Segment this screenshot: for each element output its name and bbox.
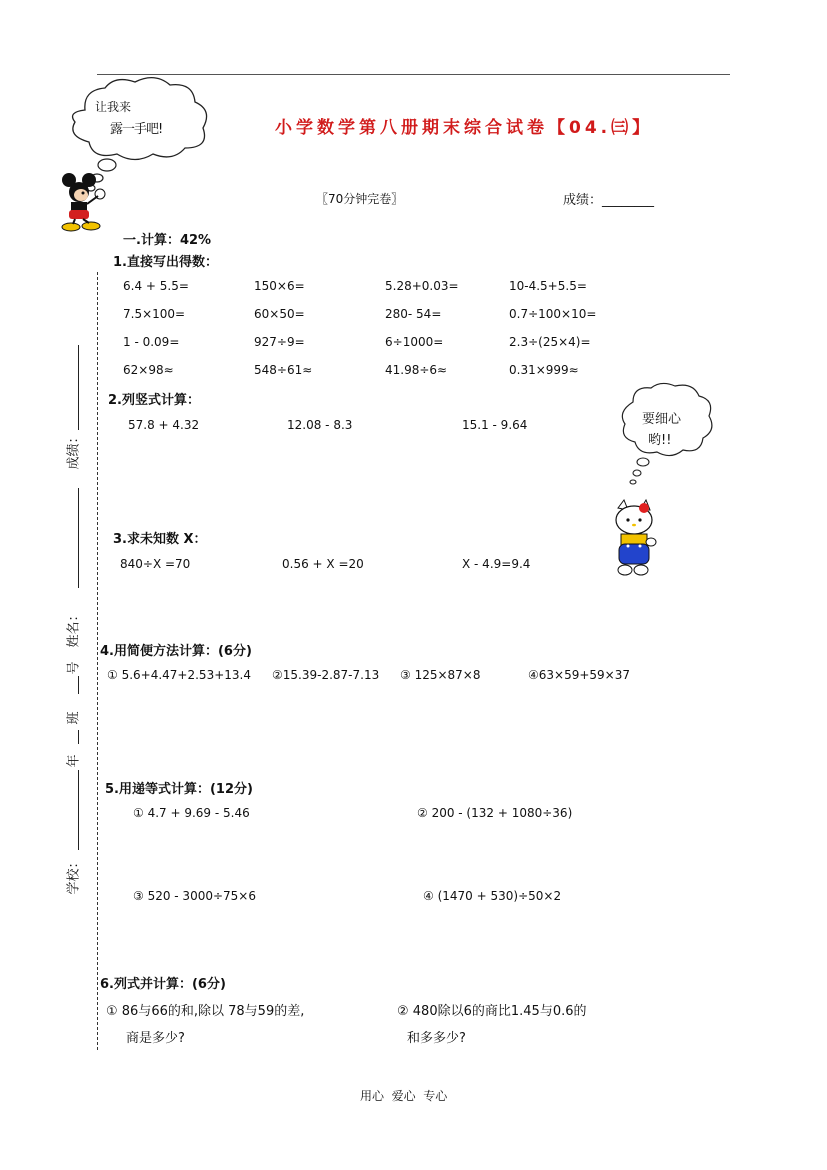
calc-cell: 150×6= xyxy=(254,279,305,293)
vertical-calc-item: 12.08 - 8.3 xyxy=(287,418,353,432)
calc-cell: 280- 54= xyxy=(385,307,442,321)
simplify-item: ① 5.6+4.47+2.53+13.4 xyxy=(107,668,251,682)
word-problem-1-line2: 商是多少? xyxy=(126,1031,185,1046)
vertical-calc-item: 57.8 + 4.32 xyxy=(128,418,200,432)
equation-item: 0.56 + X =20 xyxy=(282,557,364,571)
mickey-bubble-line1: 让我来 xyxy=(95,100,132,114)
sidebar-name-line xyxy=(78,488,79,588)
part2-title: 2.列竖式计算： xyxy=(108,393,200,408)
section5-title: 5.用递等式计算：(12分) xyxy=(105,782,253,797)
sidebar-ban-label: 班 xyxy=(66,711,82,725)
calc-cell: 60×50= xyxy=(254,307,305,321)
calc-cell: 5.28+0.03= xyxy=(385,279,459,293)
page-footer: 用心 爱心 专心 xyxy=(360,1089,448,1103)
mickey-bubble-line2: 露一手吧! xyxy=(110,122,163,137)
mickey-mouse-illustration xyxy=(55,172,115,234)
kitty-bubble-line1: 要细心 xyxy=(642,412,682,427)
kitty-bubble-line2: 哟!! xyxy=(648,433,672,448)
part1-title: 1.直接写出得数： xyxy=(113,255,218,270)
sidebar-ban-line xyxy=(78,730,79,744)
calc-cell: 0.7÷100×10= xyxy=(509,307,597,321)
simplify-item: ②15.39-2.87-7.13 xyxy=(272,668,380,682)
page-title: 小学数学第八册期末综合试卷【04.㈢】 xyxy=(275,118,654,138)
sidebar-dashed-line xyxy=(97,272,98,1050)
section6-title: 6.列式并计算：(6分) xyxy=(100,977,226,992)
vertical-calc-item: 15.1 - 9.64 xyxy=(462,418,528,432)
score-label: 成绩：________ xyxy=(563,193,655,208)
stepwise-item: ② 200 - (132 + 1080÷36) xyxy=(417,806,573,820)
word-problem-1-line1: ① 86与66的和,除以 78与59的差, xyxy=(106,1004,305,1019)
calc-cell: 2.3÷(25×4)= xyxy=(509,335,591,349)
sidebar-score-line xyxy=(78,345,79,430)
word-problem-2-line1: ② 480除以6的商比1.45与0.6的 xyxy=(397,1004,587,1019)
sidebar-school-label: 学校： xyxy=(66,855,82,895)
calc-cell: 1 - 0.09= xyxy=(123,335,180,349)
simplify-item: ④63×59+59×37 xyxy=(528,668,630,682)
calc-cell: 927÷9= xyxy=(254,335,305,349)
section1-heading: 一.计算：42% xyxy=(123,233,212,248)
calc-cell: 62×98≈ xyxy=(123,363,174,377)
stepwise-item: ① 4.7 + 9.69 - 5.46 xyxy=(133,806,250,820)
equation-item: X - 4.9=9.4 xyxy=(462,557,531,571)
sidebar-score-label: 成绩： xyxy=(66,430,82,470)
calc-cell: 41.98÷6≈ xyxy=(385,363,448,377)
hello-kitty-illustration xyxy=(608,498,663,578)
calc-cell: 6.4 + 5.5= xyxy=(123,279,189,293)
sidebar-nian-label: 年 xyxy=(66,754,82,768)
calc-cell: 6÷1000= xyxy=(385,335,444,349)
calc-cell: 0.31×999≈ xyxy=(509,363,579,377)
simplify-item: ③ 125×87×8 xyxy=(400,668,481,682)
sidebar-hao-label: 号 xyxy=(66,661,82,675)
calc-cell: 7.5×100= xyxy=(123,307,186,321)
section4-title: 4.用简便方法计算：(6分) xyxy=(100,644,252,659)
sidebar-name-label: 姓名： xyxy=(66,608,82,648)
sidebar-hao-line xyxy=(78,676,79,694)
stepwise-item: ③ 520 - 3000÷75×6 xyxy=(133,889,256,903)
sidebar-nian-line xyxy=(78,770,79,850)
part3-title: 3.求未知数 X： xyxy=(113,532,207,547)
equation-item: 840÷X =70 xyxy=(120,557,191,571)
time-note: 〖70分钟完卷〗 xyxy=(316,192,404,206)
stepwise-item: ④ (1470 + 530)÷50×2 xyxy=(423,889,562,903)
calc-cell: 10-4.5+5.5= xyxy=(509,279,587,293)
word-problem-2-line2: 和多多少? xyxy=(407,1031,466,1046)
calc-cell: 548÷61≈ xyxy=(254,363,313,377)
